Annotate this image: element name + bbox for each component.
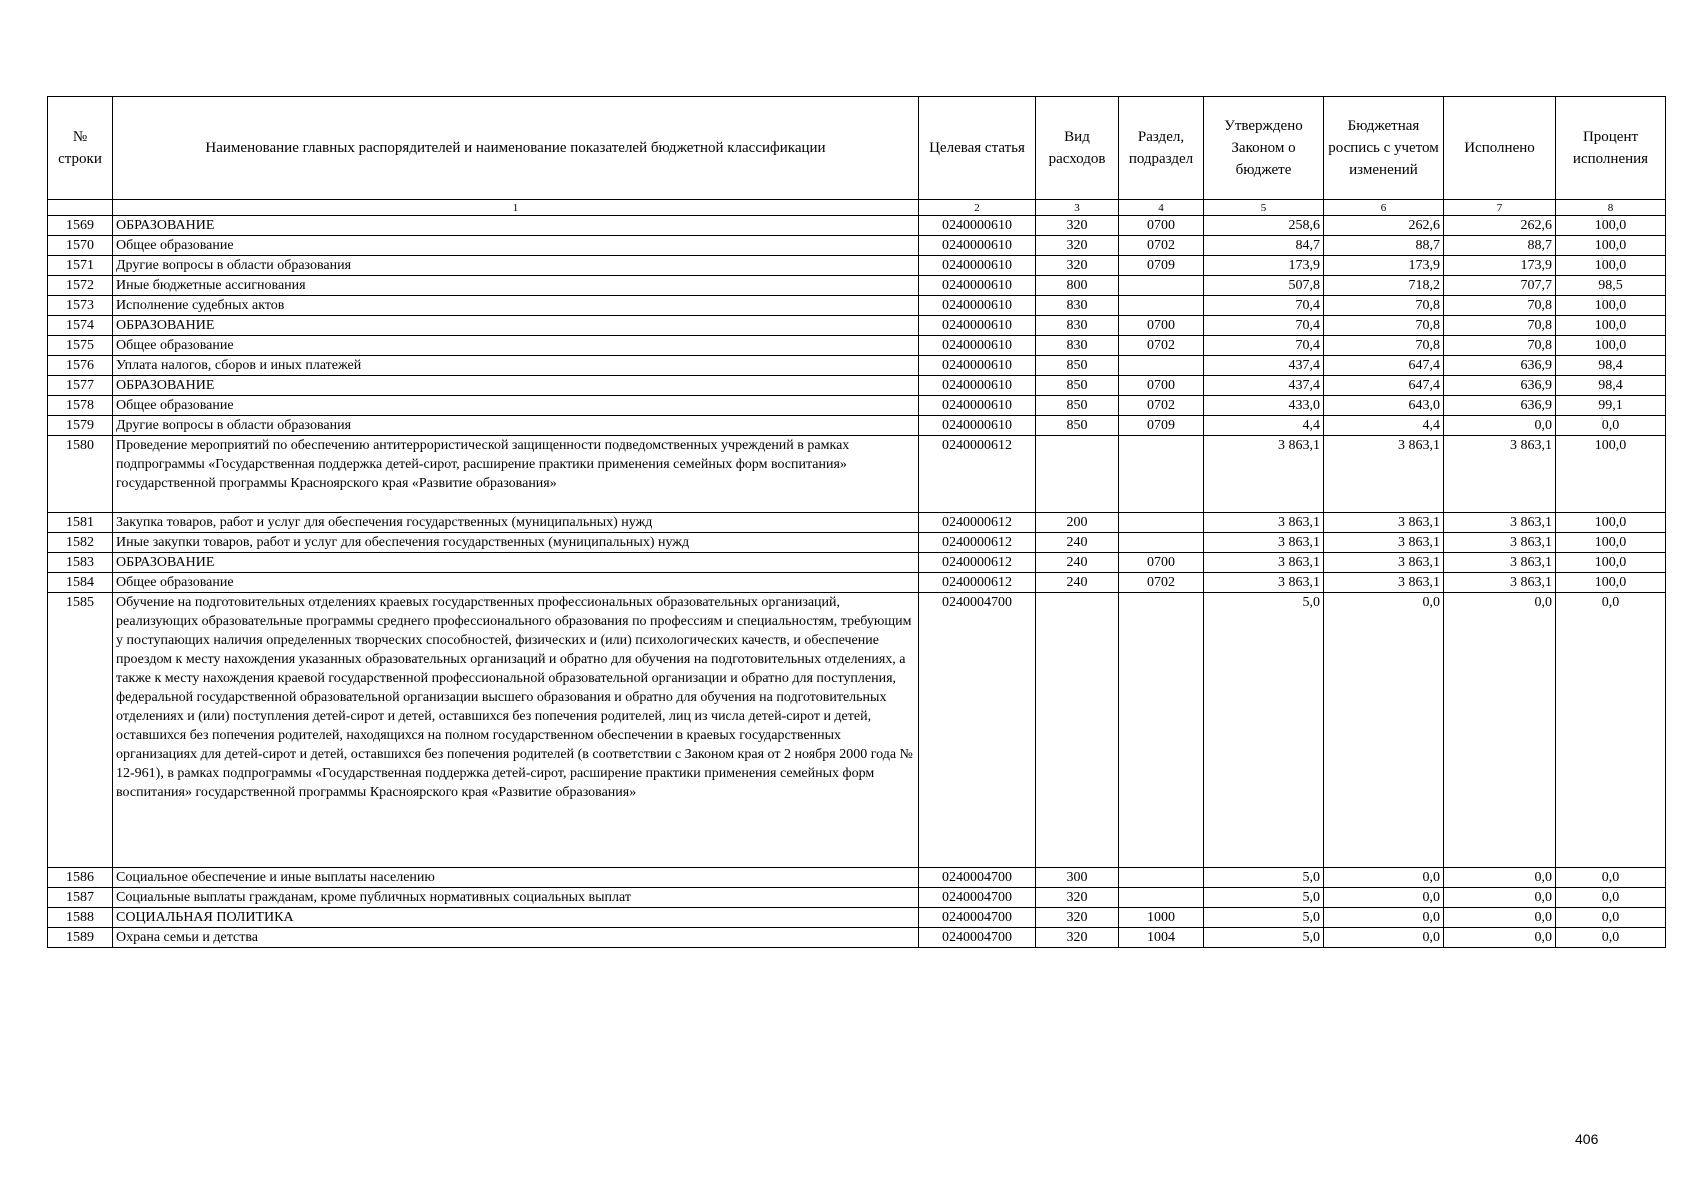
row-name: Общее образование [113,236,919,256]
row-number: 1586 [48,868,113,888]
target-article: 0240000610 [919,356,1036,376]
executed-amount: 3 863,1 [1444,436,1556,513]
row-number: 1573 [48,296,113,316]
budget-amount: 70,8 [1324,296,1444,316]
budget-amount: 4,4 [1324,416,1444,436]
executed-amount: 636,9 [1444,356,1556,376]
column-number-blank [48,200,113,216]
executed-amount: 70,8 [1444,316,1556,336]
header-approved: Утверждено Законом о бюджете [1204,97,1324,200]
expense-type: 850 [1036,376,1119,396]
expense-type: 240 [1036,553,1119,573]
row-number: 1577 [48,376,113,396]
target-article: 0240004700 [919,888,1036,908]
row-number: 1575 [48,336,113,356]
executed-amount: 70,8 [1444,336,1556,356]
execution-percent: 98,4 [1556,376,1666,396]
row-name: Социальные выплаты гражданам, кроме публичных нормативных социальных выплат [113,888,919,908]
execution-percent: 0,0 [1556,928,1666,948]
row-number: 1576 [48,356,113,376]
row-number: 1570 [48,236,113,256]
table-row [48,436,1666,513]
target-article: 0240000610 [919,316,1036,336]
section-code: 0700 [1119,316,1204,336]
row-name: Иные бюджетные ассигнования [113,276,919,296]
section-code [1119,888,1204,908]
column-number: 1 [113,200,919,216]
executed-amount: 3 863,1 [1444,533,1556,553]
table-row [48,216,1666,236]
expense-type: 200 [1036,513,1119,533]
page-number: 406 [1575,1131,1599,1147]
expense-type: 800 [1036,276,1119,296]
expense-type: 240 [1036,573,1119,593]
row-number: 1580 [48,436,113,513]
section-code: 1000 [1119,908,1204,928]
budget-amount: 70,8 [1324,336,1444,356]
table-row [48,236,1666,256]
budget-amount: 88,7 [1324,236,1444,256]
table-row [48,513,1666,533]
executed-amount: 0,0 [1444,908,1556,928]
table-body [48,216,1666,948]
expense-type: 320 [1036,928,1119,948]
approved-amount: 258,6 [1204,216,1324,236]
row-name: ОБРАЗОВАНИЕ [113,316,919,336]
execution-percent: 100,0 [1556,336,1666,356]
approved-amount: 507,8 [1204,276,1324,296]
header-expense-type: Вид расходов [1036,97,1119,200]
row-name: Обучение на подготовительных отделениях краевых государственных профессиональных образовательных организаций, реализующих образовательные программы среднего профессионального образования по профессиям и специальностям, требующим у поступающих наличия определенных творческих способностей, физических и (или) психологических качеств, и обеспечение проездом к месту нахождения указанных образовательных организаций и обратно для обучения на подготовительных отделениях, а также к месту нахождения краевой государственной профессиональной образовательной организации и обратно для поступления, федеральной государственной образовательной организации высшего образования и обратно для обучения на подготовительных отделениях и (или) поступления детей-сирот и детей, оставшихся без попечения родителей, лиц из числа детей-сирот и детей, оставшихся без попечения родителей, находящихся на полном государственном обеспечении в краевых государственных организациях для детей-сирот и детей, оставшихся без попечения родителей (в соответствии с Законом края от 2 ноября 2000 года № 12-961), в рамках подпрограммы «Государственная поддержка детей-сирот, расширение практики применения семейных форм воспитания» государственной программы Красноярского края «Развитие образования» [113,593,919,868]
section-code: 0702 [1119,236,1204,256]
row-number: 1589 [48,928,113,948]
section-code [1119,868,1204,888]
executed-amount: 707,7 [1444,276,1556,296]
table-row [48,396,1666,416]
expense-type [1036,593,1119,868]
execution-percent: 100,0 [1556,513,1666,533]
row-name: ОБРАЗОВАНИЕ [113,553,919,573]
budget-amount: 3 863,1 [1324,436,1444,513]
table-row [48,908,1666,928]
budget-amount: 0,0 [1324,928,1444,948]
budget-amount: 647,4 [1324,356,1444,376]
target-article: 0240004700 [919,928,1036,948]
row-number: 1569 [48,216,113,236]
executed-amount: 70,8 [1444,296,1556,316]
row-name: Другие вопросы в области образования [113,256,919,276]
execution-percent: 0,0 [1556,908,1666,928]
approved-amount: 437,4 [1204,376,1324,396]
expense-type: 830 [1036,316,1119,336]
header-row [48,97,1666,200]
target-article: 0240000612 [919,553,1036,573]
execution-percent: 98,4 [1556,356,1666,376]
executed-amount: 3 863,1 [1444,553,1556,573]
table-row [48,256,1666,276]
column-number: 8 [1556,200,1666,216]
target-article: 0240004700 [919,593,1036,868]
budget-amount: 70,8 [1324,316,1444,336]
section-code [1119,513,1204,533]
section-code: 0709 [1119,256,1204,276]
target-article: 0240004700 [919,908,1036,928]
budget-amount: 3 863,1 [1324,513,1444,533]
target-article: 0240000610 [919,396,1036,416]
expense-type: 320 [1036,236,1119,256]
expense-type: 300 [1036,868,1119,888]
row-name: Исполнение судебных актов [113,296,919,316]
table-row [48,533,1666,553]
executed-amount: 0,0 [1444,888,1556,908]
approved-amount: 3 863,1 [1204,573,1324,593]
execution-percent: 0,0 [1556,593,1666,868]
budget-table [47,96,1666,948]
row-name: Общее образование [113,336,919,356]
section-code [1119,356,1204,376]
table-row [48,593,1666,868]
budget-amount: 262,6 [1324,216,1444,236]
target-article: 0240000610 [919,336,1036,356]
approved-amount: 70,4 [1204,296,1324,316]
header-percent: Процент исполнения [1556,97,1666,200]
target-article: 0240000610 [919,276,1036,296]
section-code: 1004 [1119,928,1204,948]
table-row [48,376,1666,396]
approved-amount: 437,4 [1204,356,1324,376]
section-code [1119,533,1204,553]
executed-amount: 0,0 [1444,928,1556,948]
execution-percent: 100,0 [1556,236,1666,256]
executed-amount: 636,9 [1444,376,1556,396]
execution-percent: 100,0 [1556,436,1666,513]
expense-type: 830 [1036,296,1119,316]
table-row [48,928,1666,948]
section-code: 0709 [1119,416,1204,436]
header-name: Наименование главных распорядителей и наименование показателей бюджетной классификации [113,97,919,200]
row-name: Охрана семьи и детства [113,928,919,948]
table-row [48,336,1666,356]
section-code: 0700 [1119,376,1204,396]
execution-percent: 99,1 [1556,396,1666,416]
row-number: 1585 [48,593,113,868]
approved-amount: 3 863,1 [1204,533,1324,553]
row-name: Общее образование [113,573,919,593]
row-name: Уплата налогов, сборов и иных платежей [113,356,919,376]
row-number: 1587 [48,888,113,908]
approved-amount: 173,9 [1204,256,1324,276]
section-code [1119,276,1204,296]
row-number: 1579 [48,416,113,436]
row-name: Другие вопросы в области образования [113,416,919,436]
row-number: 1581 [48,513,113,533]
budget-amount: 3 863,1 [1324,573,1444,593]
execution-percent: 100,0 [1556,316,1666,336]
section-code [1119,436,1204,513]
execution-percent: 100,0 [1556,216,1666,236]
executed-amount: 173,9 [1444,256,1556,276]
row-name: ОБРАЗОВАНИЕ [113,216,919,236]
target-article: 0240000612 [919,436,1036,513]
approved-amount: 5,0 [1204,908,1324,928]
approved-amount: 5,0 [1204,928,1324,948]
row-name: Социальное обеспечение и иные выплаты населению [113,868,919,888]
target-article: 0240000610 [919,256,1036,276]
section-code: 0702 [1119,396,1204,416]
column-number: 4 [1119,200,1204,216]
header-row-number: № строки [48,97,113,200]
execution-percent: 0,0 [1556,868,1666,888]
row-name: Закупка товаров, работ и услуг для обеспечения государственных (муниципальных) нужд [113,513,919,533]
approved-amount: 3 863,1 [1204,553,1324,573]
table-row [48,868,1666,888]
column-number: 2 [919,200,1036,216]
table-row [48,553,1666,573]
row-name: Общее образование [113,396,919,416]
row-name: Проведение мероприятий по обеспечению антитеррористической защищенности подведомственных учреждений в рамках подпрограммы «Государственная поддержка детей-сирот, расширение практики применения семейных форм воспитания» государственной программы Красноярского края «Развитие образования» [113,436,919,513]
executed-amount: 3 863,1 [1444,513,1556,533]
target-article: 0240000612 [919,573,1036,593]
target-article: 0240000610 [919,296,1036,316]
header-target-article: Целевая статья [919,97,1036,200]
section-code [1119,593,1204,868]
approved-amount: 5,0 [1204,868,1324,888]
target-article: 0240000612 [919,533,1036,553]
execution-percent: 100,0 [1556,533,1666,553]
budget-amount: 643,0 [1324,396,1444,416]
budget-amount: 0,0 [1324,908,1444,928]
budget-amount: 718,2 [1324,276,1444,296]
section-code [1119,296,1204,316]
expense-type: 850 [1036,416,1119,436]
expense-type: 320 [1036,888,1119,908]
row-number: 1583 [48,553,113,573]
executed-amount: 88,7 [1444,236,1556,256]
budget-amount: 3 863,1 [1324,533,1444,553]
row-name: СОЦИАЛЬНАЯ ПОЛИТИКА [113,908,919,928]
column-number: 3 [1036,200,1119,216]
table-row [48,356,1666,376]
target-article: 0240000610 [919,216,1036,236]
section-code: 0700 [1119,216,1204,236]
expense-type: 320 [1036,908,1119,928]
header-section: Раздел, подраздел [1119,97,1204,200]
execution-percent: 98,5 [1556,276,1666,296]
expense-type: 850 [1036,396,1119,416]
table-row [48,573,1666,593]
section-code: 0702 [1119,573,1204,593]
table-row [48,276,1666,296]
section-code: 0702 [1119,336,1204,356]
column-number: 5 [1204,200,1324,216]
budget-amount: 173,9 [1324,256,1444,276]
budget-amount: 3 863,1 [1324,553,1444,573]
row-number: 1571 [48,256,113,276]
header-budget-schedule: Бюджетная роспись с учетом изменений [1324,97,1444,200]
row-number: 1572 [48,276,113,296]
row-number: 1578 [48,396,113,416]
row-number: 1574 [48,316,113,336]
column-number-row [48,200,1666,216]
approved-amount: 3 863,1 [1204,513,1324,533]
header-executed: Исполнено [1444,97,1556,200]
execution-percent: 0,0 [1556,416,1666,436]
target-article: 0240000610 [919,376,1036,396]
approved-amount: 5,0 [1204,888,1324,908]
row-number: 1582 [48,533,113,553]
section-code: 0700 [1119,553,1204,573]
expense-type: 850 [1036,356,1119,376]
expense-type: 830 [1036,336,1119,356]
approved-amount: 70,4 [1204,336,1324,356]
executed-amount: 636,9 [1444,396,1556,416]
budget-amount: 0,0 [1324,593,1444,868]
execution-percent: 100,0 [1556,573,1666,593]
execution-percent: 100,0 [1556,256,1666,276]
table-row [48,296,1666,316]
target-article: 0240004700 [919,868,1036,888]
column-number: 6 [1324,200,1444,216]
executed-amount: 262,6 [1444,216,1556,236]
approved-amount: 70,4 [1204,316,1324,336]
budget-amount: 0,0 [1324,868,1444,888]
approved-amount: 5,0 [1204,593,1324,868]
expense-type: 240 [1036,533,1119,553]
target-article: 0240000610 [919,236,1036,256]
expense-type [1036,436,1119,513]
approved-amount: 84,7 [1204,236,1324,256]
column-number: 7 [1444,200,1556,216]
table-row [48,888,1666,908]
table-row [48,316,1666,336]
budget-amount: 0,0 [1324,888,1444,908]
execution-percent: 100,0 [1556,553,1666,573]
approved-amount: 433,0 [1204,396,1324,416]
approved-amount: 4,4 [1204,416,1324,436]
executed-amount: 3 863,1 [1444,573,1556,593]
target-article: 0240000610 [919,416,1036,436]
execution-percent: 0,0 [1556,888,1666,908]
approved-amount: 3 863,1 [1204,436,1324,513]
row-number: 1588 [48,908,113,928]
executed-amount: 0,0 [1444,416,1556,436]
expense-type: 320 [1036,256,1119,276]
table-row [48,416,1666,436]
target-article: 0240000612 [919,513,1036,533]
row-name: Иные закупки товаров, работ и услуг для обеспечения государственных (муниципальных) нужд [113,533,919,553]
executed-amount: 0,0 [1444,593,1556,868]
budget-amount: 647,4 [1324,376,1444,396]
expense-type: 320 [1036,216,1119,236]
row-number: 1584 [48,573,113,593]
row-name: ОБРАЗОВАНИЕ [113,376,919,396]
executed-amount: 0,0 [1444,868,1556,888]
execution-percent: 100,0 [1556,296,1666,316]
